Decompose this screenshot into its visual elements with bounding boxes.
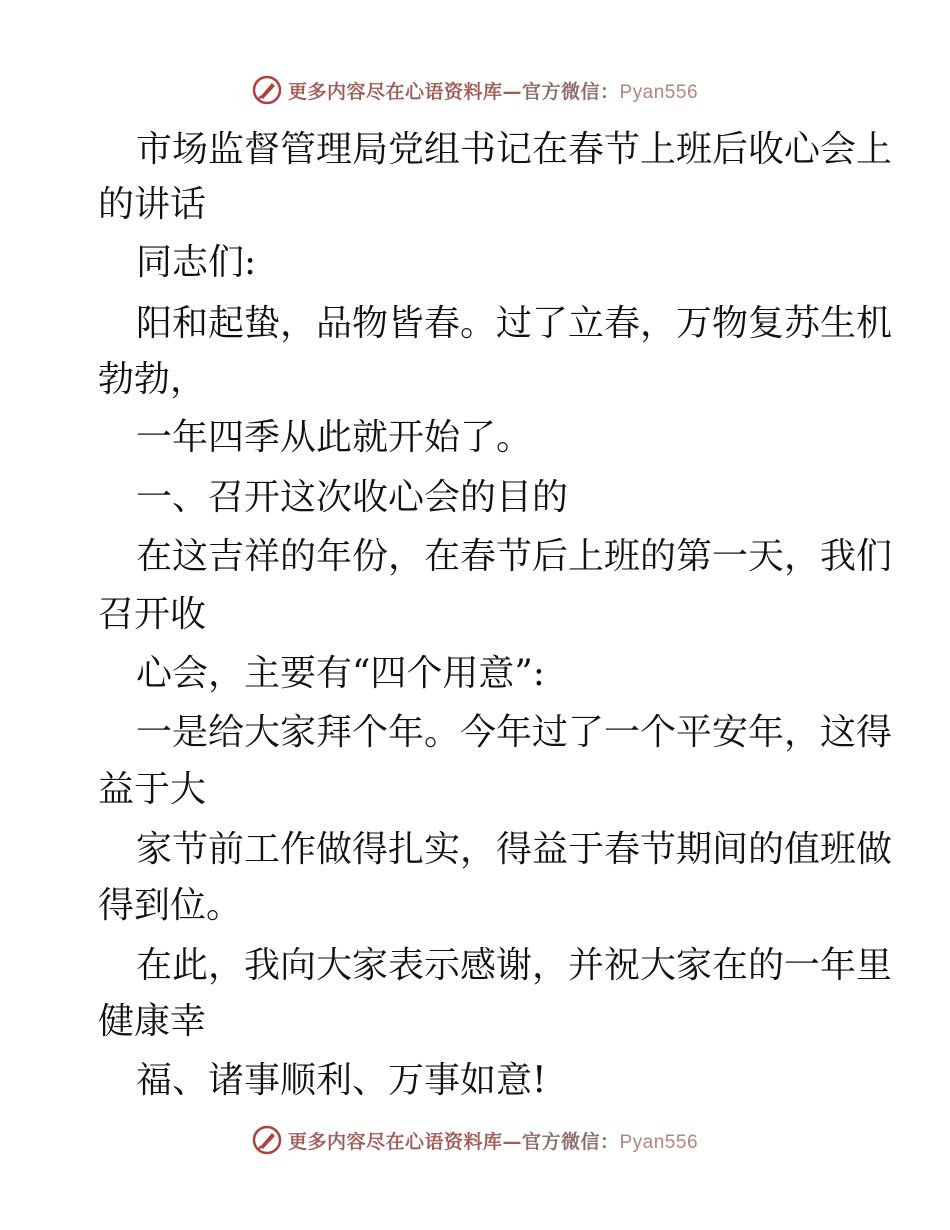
paragraph-line: 家节前工作做得扎实，得益于春节期间的值班做 — [136, 829, 893, 870]
paragraph-line: 得到位。 — [98, 885, 243, 926]
paragraph-line: 召开收 — [98, 594, 207, 635]
watermark-text: 更多内容尽在心语资料库—官方微信：Pyan556 — [287, 80, 699, 103]
footer-watermark — [0, 1122, 950, 1158]
salutation: 同志们: — [136, 242, 257, 283]
paragraph-line: 在此，我向大家表示感谢，并祝大家在的一年里 — [136, 945, 893, 986]
title-line-1: 市场监督管理局党组书记在春节上班后收心会上 — [136, 129, 893, 170]
paragraph-line: 在这吉祥的年份，在春节后上班的第一天，我们 — [136, 536, 893, 577]
paragraph-line: 心会，主要有“四个用意”: — [136, 653, 545, 694]
paragraph-line: 阳和起蛰，品物皆春。过了立春，万物复苏生机 — [136, 303, 893, 344]
paragraph-line: 福、诸事顺利、万事如意! — [136, 1060, 547, 1101]
quill-logo-icon — [252, 1125, 282, 1155]
paragraph-line: 健康幸 — [98, 1001, 207, 1042]
paragraph-line: 一是给大家拜个年。今年过了一个平安年，这得 — [136, 712, 893, 753]
title-line-2: 的讲话 — [98, 184, 207, 225]
watermark-text: 更多内容尽在心语资料库—官方微信：Pyan556 — [287, 1130, 699, 1153]
paragraph-line: 一年四季从此就开始了。 — [136, 417, 533, 458]
section-heading: 一、召开这次收心会的目的 — [136, 477, 569, 518]
paragraph-line: 勃勃， — [98, 359, 207, 400]
paragraph-line: 益于大 — [98, 769, 207, 810]
